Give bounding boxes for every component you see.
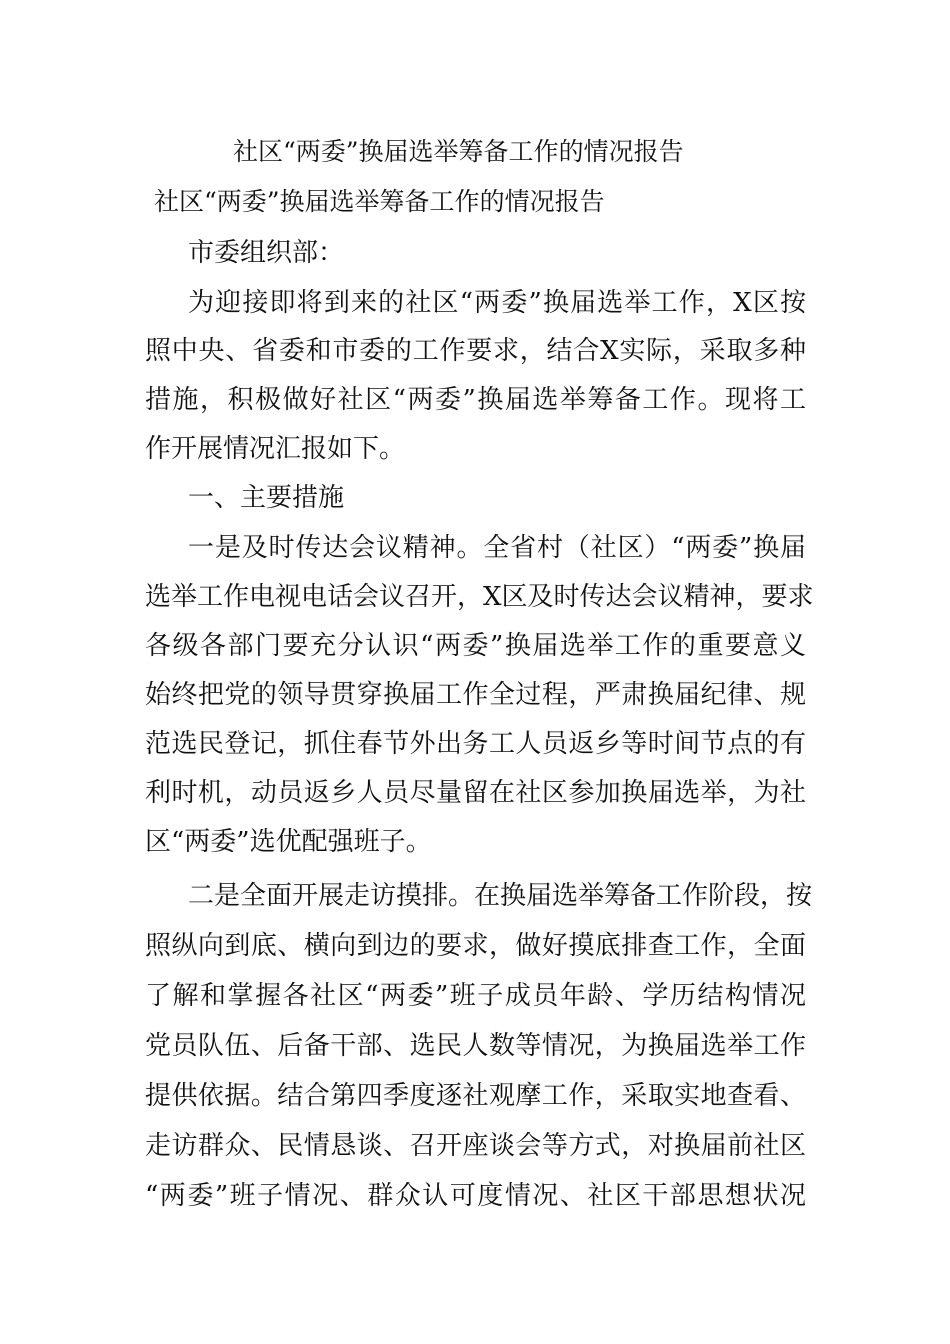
paragraph-line: 照纵向到底、横向到边的要求，做好摸底排查工作，全面 [145,931,806,961]
paragraph-line: 始终把党的领导贯穿换届工作全过程，严肃换届纪律、规 [145,680,806,710]
paragraph-line: “两委”班子情况、群众认可度情况、社区干部思想状况 [145,1181,806,1211]
paragraph-line: 一是及时传达会议精神。全省村（社区）“两委”换届 [188,533,806,563]
salutation: 市委组织部： [188,238,345,268]
intro-line: 措施，积极做好社区“两委”换届选举筹备工作。现将工 [145,385,806,415]
paragraph-line: 了解和掌握各社区“两委”班子成员年龄、学历结构情况 [145,981,806,1011]
section-heading: 一、主要措施 [188,483,345,513]
paragraph-line: 二是全面开展走访摸排。在换届选举筹备工作阶段，按 [188,881,813,911]
paragraph-line: 党员队伍、后备干部、选民人数等情况，为换届选举工作 [145,1031,806,1061]
intro-line: 照中央、省委和市委的工作要求，结合X实际，采取多种 [145,336,806,366]
document-title: 社区“两委”换届选举筹备工作的情况报告 [233,137,684,166]
paragraph-line: 各级各部门要充分认识“两委”换届选举工作的重要意义 [145,631,806,661]
paragraph-line: 选举工作电视电话会议召开，X区及时传达会议精神，要求 [145,582,814,612]
intro-line: 为迎接即将到来的社区“两委”换届选举工作，X区按 [188,288,806,318]
paragraph-line: 范选民登记，抓住春节外出务工人员返乡等时间节点的有 [145,729,806,759]
paragraph-line: 走访群众、民情恳谈、召开座谈会等方式，对换届前社区 [145,1131,806,1161]
paragraph-line: 利时机，动员返乡人员尽量留在社区参加换届选举，为社 [145,778,806,808]
intro-line: 作开展情况汇报如下。 [145,434,406,464]
paragraph-line: 提供依据。结合第四季度逐社观摩工作，采取实地查看、 [145,1081,806,1111]
paragraph-line: 区“两委”选优配强班子。 [145,827,432,857]
document-subtitle: 社区“两委”换届选举筹备工作的情况报告 [154,187,605,216]
